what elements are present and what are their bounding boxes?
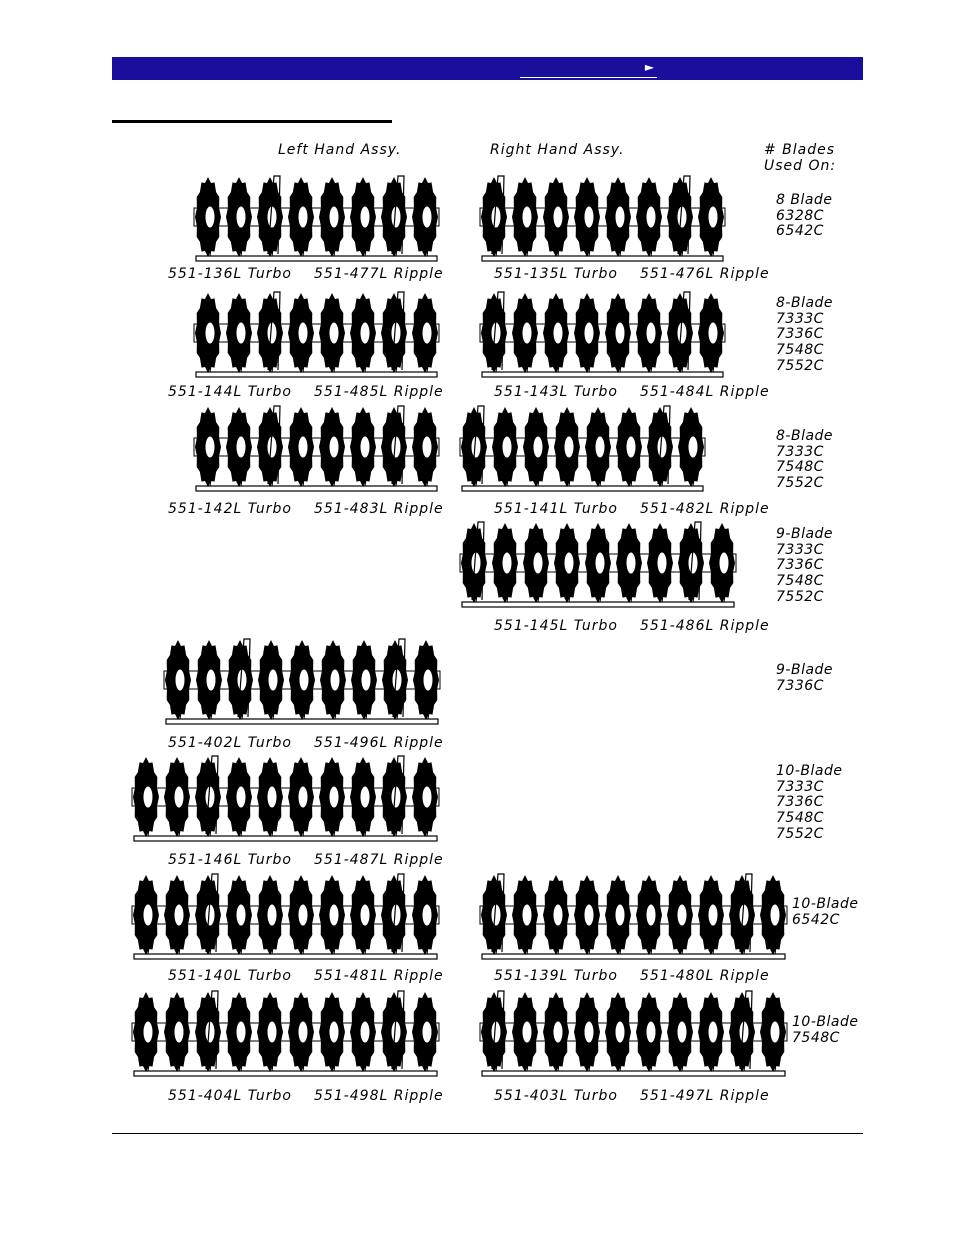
navigation-bar — [112, 57, 863, 80]
disc-blade — [412, 992, 438, 1072]
disc-blade — [605, 875, 631, 955]
row8-right-ripple-part: 551-497L Ripple — [640, 1088, 770, 1104]
row3-right-ripple-part: 551-482L Ripple — [640, 501, 770, 517]
row2-left-ripple-part: 551-485L Ripple — [314, 384, 444, 400]
assembly-drawing-row1-left — [190, 172, 443, 268]
assembly-drawing-row7-left — [128, 870, 443, 966]
disc-blade — [605, 177, 631, 257]
disc-blade — [164, 757, 190, 837]
assembly-drawing-row3-right — [456, 402, 709, 498]
disc-blade — [574, 177, 600, 257]
disc-blade — [523, 407, 549, 487]
disc-gang-drawing — [190, 172, 443, 264]
disc-blade — [678, 407, 704, 487]
disc-blade — [258, 640, 284, 720]
model-number: 6542C — [776, 223, 824, 240]
disc-blade — [165, 640, 191, 720]
disc-gang-drawing — [476, 870, 791, 962]
disc-blade — [288, 992, 314, 1072]
disc-blade — [698, 875, 724, 955]
blade-count-label: 9-Blade — [776, 662, 834, 678]
model-number: 7333C — [776, 310, 824, 327]
model-number: 7548C — [776, 342, 824, 359]
frame-base — [134, 836, 437, 841]
row5-left-turbo-part: 551-402L Turbo — [168, 735, 292, 751]
row4-right-ripple-part: 551-486L Ripple — [640, 618, 770, 634]
disc-blade — [226, 757, 252, 837]
frame-base — [462, 486, 703, 491]
model-number: 6542C — [792, 911, 840, 928]
model-number: 7336C — [776, 557, 824, 574]
row5-blade-usage — [776, 663, 833, 694]
disc-blade — [554, 407, 580, 487]
disc-blade — [257, 992, 283, 1072]
model-number: 7333C — [776, 443, 824, 460]
row8-blade-usage — [792, 1015, 858, 1046]
assembly-drawing-row2-left — [190, 288, 443, 384]
model-number: 7552C — [776, 357, 824, 374]
disc-blade — [257, 757, 283, 837]
frame-base — [482, 372, 723, 377]
disc-blade — [133, 875, 159, 955]
next-arrow-icon[interactable]: ► — [644, 60, 655, 74]
disc-gang-drawing — [456, 518, 740, 610]
model-number: 7548C — [776, 810, 824, 827]
assembly-drawing-row5-left — [160, 635, 444, 731]
row7-right-turbo-part: 551-139L Turbo — [494, 968, 618, 984]
disc-blade — [288, 293, 314, 373]
model-number: 7336C — [776, 326, 824, 343]
disc-blade — [667, 875, 693, 955]
frame-base — [134, 1071, 437, 1076]
row7-left-ripple-part: 551-481L Ripple — [314, 968, 444, 984]
model-number: 7548C — [776, 573, 824, 590]
disc-blade — [616, 407, 642, 487]
disc-blade — [574, 875, 600, 955]
row3-left-turbo-part: 551-142L Turbo — [168, 501, 292, 517]
row6-left-ripple-part: 551-487L Ripple — [314, 852, 444, 868]
disc-blade — [523, 523, 549, 603]
row7-left-turbo-part: 551-140L Turbo — [168, 968, 292, 984]
blade-count-label: 9-Blade — [776, 526, 834, 542]
disc-blade — [350, 875, 376, 955]
disc-blade — [257, 875, 283, 955]
model-number: 7333C — [776, 778, 824, 795]
disc-gang-drawing — [128, 870, 443, 962]
disc-blade — [164, 875, 190, 955]
disc-blade — [289, 640, 315, 720]
disc-blade — [585, 407, 611, 487]
disc-blade — [616, 523, 642, 603]
disc-blade — [709, 523, 735, 603]
disc-blade — [350, 177, 376, 257]
disc-blade — [636, 177, 662, 257]
frame-base — [196, 372, 437, 377]
assembly-drawing-row4-right — [456, 518, 740, 614]
disc-blade — [288, 757, 314, 837]
disc-blade — [226, 992, 252, 1072]
disc-blade — [413, 640, 439, 720]
disc-blade — [412, 177, 438, 257]
next-page-link[interactable] — [520, 59, 657, 78]
disc-blade — [605, 992, 631, 1072]
blade-count-label: 8 Blade — [776, 192, 833, 208]
disc-blade — [512, 992, 538, 1072]
disc-blade — [412, 875, 438, 955]
disc-blade — [319, 757, 345, 837]
assembly-drawing-row2-right — [476, 288, 729, 384]
disc-blade — [574, 293, 600, 373]
disc-blade — [196, 640, 222, 720]
disc-blade — [636, 992, 662, 1072]
blade-count-label: 10-Blade — [792, 1014, 859, 1030]
assembly-drawing-row3-left — [190, 402, 443, 498]
disc-blade — [492, 523, 518, 603]
model-number: 7548C — [776, 459, 824, 476]
disc-blade — [226, 875, 252, 955]
frame-base — [482, 954, 785, 959]
model-number: 6328C — [776, 207, 824, 224]
disc-blade — [288, 177, 314, 257]
disc-gang-drawing — [128, 987, 443, 1079]
disc-blade — [319, 992, 345, 1072]
frame-base — [196, 256, 437, 261]
row3-blade-usage — [776, 429, 833, 492]
disc-gang-drawing — [190, 288, 443, 380]
section-title-underline — [112, 120, 392, 123]
row1-right-ripple-part: 551-476L Ripple — [640, 266, 770, 282]
disc-gang-drawing — [476, 288, 729, 380]
disc-gang-drawing — [160, 635, 444, 727]
disc-blade — [543, 992, 569, 1072]
disc-blade — [543, 875, 569, 955]
disc-blade — [760, 992, 786, 1072]
row5-left-ripple-part: 551-496L Ripple — [314, 735, 444, 751]
model-number: 7336C — [776, 677, 824, 694]
disc-blade — [195, 407, 221, 487]
assembly-drawing-row7-right — [476, 870, 791, 966]
disc-blade — [226, 407, 252, 487]
row6-left-turbo-part: 551-146L Turbo — [168, 852, 292, 868]
blade-count-label: 8-Blade — [776, 428, 834, 444]
disc-blade — [698, 177, 724, 257]
disc-blade — [319, 875, 345, 955]
blade-assembly-diagram — [112, 130, 862, 1110]
disc-blade — [133, 992, 159, 1072]
disc-blade — [647, 523, 673, 603]
disc-blade — [412, 293, 438, 373]
row7-right-ripple-part: 551-480L Ripple — [640, 968, 770, 984]
assembly-drawing-row6-left — [128, 752, 443, 848]
model-number: 7552C — [776, 588, 824, 605]
disc-blade — [636, 875, 662, 955]
disc-blade — [288, 407, 314, 487]
row3-right-turbo-part: 551-141L Turbo — [494, 501, 618, 517]
disc-gang-drawing — [190, 402, 443, 494]
disc-blade — [554, 523, 580, 603]
disc-blade — [351, 640, 377, 720]
disc-blade — [512, 293, 538, 373]
disc-blade — [543, 293, 569, 373]
disc-blade — [412, 407, 438, 487]
assembly-drawing-row1-right — [476, 172, 729, 268]
disc-blade — [667, 992, 693, 1072]
row4-right-turbo-part: 551-145L Turbo — [494, 618, 618, 634]
model-number: 7552C — [776, 475, 824, 492]
left-hand-header: Left Hand Assy. — [278, 142, 402, 158]
disc-gang-drawing — [476, 987, 791, 1079]
disc-blade — [319, 407, 345, 487]
disc-blade — [412, 757, 438, 837]
disc-blade — [512, 875, 538, 955]
blades-header-line1: # Blades — [764, 142, 836, 158]
disc-blade — [195, 177, 221, 257]
disc-blade — [319, 177, 345, 257]
disc-blade — [698, 992, 724, 1072]
row1-left-turbo-part: 551-136L Turbo — [168, 266, 292, 282]
row4-blade-usage — [776, 527, 833, 606]
row7-blade-usage — [792, 897, 858, 928]
right-hand-header: Right Hand Assy. — [490, 142, 625, 158]
assembly-drawing-row8-right — [476, 987, 791, 1083]
disc-blade — [350, 407, 376, 487]
disc-blade — [605, 293, 631, 373]
row1-right-turbo-part: 551-135L Turbo — [494, 266, 618, 282]
frame-base — [196, 486, 437, 491]
model-number: 7548C — [792, 1029, 840, 1046]
disc-blade — [226, 177, 252, 257]
disc-blade — [350, 757, 376, 837]
disc-blade — [133, 757, 159, 837]
blade-count-label: 10-Blade — [776, 763, 843, 779]
row1-blade-usage — [776, 193, 832, 240]
disc-blade — [164, 992, 190, 1072]
disc-blade — [543, 177, 569, 257]
blade-count-label: 10-Blade — [792, 896, 859, 912]
disc-gang-drawing — [128, 752, 443, 844]
disc-blade — [585, 523, 611, 603]
row2-blade-usage — [776, 296, 833, 375]
model-number: 7552C — [776, 825, 824, 842]
row8-right-turbo-part: 551-403L Turbo — [494, 1088, 618, 1104]
disc-blade — [512, 177, 538, 257]
disc-gang-drawing — [476, 172, 729, 264]
disc-blade — [574, 992, 600, 1072]
disc-gang-drawing — [456, 402, 709, 494]
footer-rule — [112, 1133, 863, 1134]
model-number: 7336C — [776, 794, 824, 811]
row3-left-ripple-part: 551-483L Ripple — [314, 501, 444, 517]
row8-left-ripple-part: 551-498L Ripple — [314, 1088, 444, 1104]
disc-blade — [319, 293, 345, 373]
model-number: 7333C — [776, 541, 824, 558]
disc-blade — [226, 293, 252, 373]
row2-left-turbo-part: 551-144L Turbo — [168, 384, 292, 400]
row2-right-turbo-part: 551-143L Turbo — [494, 384, 618, 400]
frame-base — [134, 954, 437, 959]
disc-blade — [288, 875, 314, 955]
assembly-drawing-row8-left — [128, 987, 443, 1083]
disc-blade — [636, 293, 662, 373]
disc-blade — [492, 407, 518, 487]
row1-left-ripple-part: 551-477L Ripple — [314, 266, 444, 282]
row8-left-turbo-part: 551-404L Turbo — [168, 1088, 292, 1104]
blades-header-line2: Used On: — [764, 158, 837, 174]
frame-base — [482, 1071, 785, 1076]
disc-blade — [760, 875, 786, 955]
frame-base — [482, 256, 723, 261]
row2-right-ripple-part: 551-484L Ripple — [640, 384, 770, 400]
blade-count-label: 8-Blade — [776, 295, 834, 311]
disc-blade — [350, 992, 376, 1072]
disc-blade — [350, 293, 376, 373]
disc-blade — [195, 293, 221, 373]
disc-blade — [698, 293, 724, 373]
row6-blade-usage — [776, 764, 842, 843]
disc-blade — [320, 640, 346, 720]
